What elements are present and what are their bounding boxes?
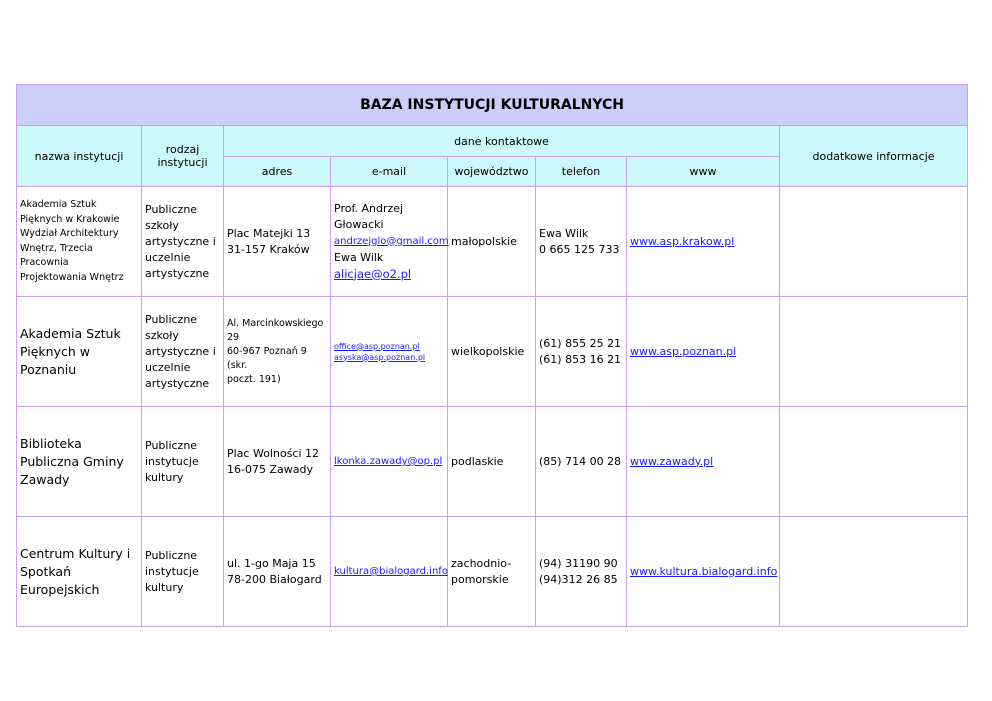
header-phone: telefon (536, 157, 627, 187)
table-row (17, 187, 968, 297)
institution-type: Publiczne instytucje kultury (142, 407, 224, 517)
table-row (17, 297, 968, 407)
institution-extra (780, 517, 968, 627)
institution-email (331, 297, 448, 407)
institutions-table (16, 84, 968, 627)
www-link[interactable]: www.zawady.pl (630, 454, 714, 468)
email-link[interactable]: andrzejglo@gmail.com (334, 235, 449, 247)
header-www: www (627, 157, 780, 187)
email-link[interactable]: lkonka.zawady@op.pl (334, 456, 443, 467)
institution-address: Plac Matejki 13 31-157 Kraków (224, 187, 331, 297)
institution-extra (780, 187, 968, 297)
institution-type: Publiczne szkoły artystyczne i uczelnie artystyczne (142, 297, 224, 407)
email-link[interactable]: asyska@asp.poznan.pl (334, 352, 426, 362)
institution-phone: Ewa Wilk 0 665 125 733 (536, 187, 627, 297)
institution-phone: (61) 855 25 21 (61) 853 16 21 (536, 297, 627, 407)
institution-address: ul. 1-go Maja 15 78-200 Białogard (224, 517, 331, 627)
email-link[interactable]: office@asp.poznan.pl (334, 341, 420, 351)
header-contact: dane kontaktowe (224, 126, 780, 157)
institution-type: Publiczne szkoły artystyczne i uczelnie artystyczne (142, 187, 224, 297)
header-address: adres (224, 157, 331, 187)
institution-email: Prof. Andrzej Głowacki andrzejglo@gmail.com Ewa Wilk alicjae@o2.pl (331, 187, 448, 297)
header-voivodeship: województwo (448, 157, 536, 187)
header-type-line1: rodzaj (165, 143, 200, 156)
institution-name: Akademia Sztuk Pięknych w Poznaniu (17, 297, 142, 407)
institution-voivodeship: małopolskie (448, 187, 536, 297)
institution-phone: (94) 31190 90 (94)312 26 85 (536, 517, 627, 627)
institution-name: Centrum Kultury i Spotkań Europejskich (17, 517, 142, 627)
institution-www (627, 517, 780, 627)
institution-www (627, 297, 780, 407)
header-type (142, 126, 224, 187)
institution-type: Publiczne instytucje kultury (142, 517, 224, 627)
email-link[interactable]: alicjae@o2.pl (334, 266, 412, 281)
email-link[interactable]: kultura@bialogard.info (334, 566, 448, 577)
header-type-line2: instytucji (157, 156, 208, 169)
table-row (17, 517, 968, 627)
institution-voivodeship: zachodnio- pomorskie (448, 517, 536, 627)
header-extra: dodatkowe informacje (780, 126, 968, 187)
header-email: e-mail (331, 157, 448, 187)
www-link[interactable]: www.kultura.bialogard.info (630, 564, 778, 578)
institution-address: Plac Wolności 12 16-075 Zawady (224, 407, 331, 517)
table-title: BAZA INSTYTUCJI KULTURALNYCH (17, 85, 968, 126)
institution-name: Akademia Sztuk Pięknych w Krakowie Wydział Architektury Wnętrz, Trzecia Pracownia Projektowania Wnętrz (17, 187, 142, 297)
institution-voivodeship: podlaskie (448, 407, 536, 517)
institution-phone: (85) 714 00 28 (536, 407, 627, 517)
header-name: nazwa instytucji (17, 126, 142, 187)
institution-address: Al. Marcinkowskiego 29 60-967 Poznań 9 (skr. poczt. 191) (224, 297, 331, 407)
institution-extra (780, 297, 968, 407)
institution-extra (780, 407, 968, 517)
institution-email (331, 517, 448, 627)
institution-www (627, 187, 780, 297)
www-link[interactable]: www.asp.poznan.pl (630, 344, 737, 358)
institution-name: Biblioteka Publiczna Gminy Zawady (17, 407, 142, 517)
table-row (17, 407, 968, 517)
www-link[interactable]: www.asp.krakow.pl (630, 234, 735, 248)
institution-voivodeship: wielkopolskie (448, 297, 536, 407)
institution-www (627, 407, 780, 517)
institution-email (331, 407, 448, 517)
